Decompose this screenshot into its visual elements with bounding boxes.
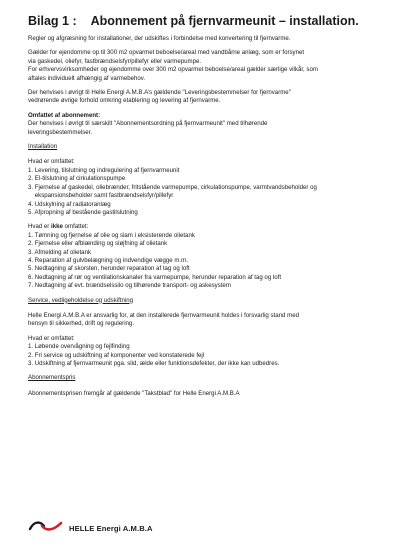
installation-included-list (28, 158, 372, 217)
list-item: 5. Nedtagning af skorsten, herunder reparation af tag og loft (28, 265, 190, 273)
list-item: 3. Fjernelse af gaskedel, oliebrænder, fritstående varmepumpe, cirkulationspumpe, varmtvandsbeholder og (28, 183, 317, 191)
service-included-list (28, 335, 372, 369)
list-item: 4. Reparation af gulvbelægning og indvendige vægge m.m. (28, 256, 188, 264)
list-item: 1. Levering, tilslutning og indregulering af fjernvarmeunit (28, 166, 180, 174)
text-line: vedrørende øvrige forhold omkring etablering og levering af fjernvarme. (28, 97, 221, 105)
list-item: 2. El-tilslutning af cirkulationspumpe (28, 175, 126, 183)
text-line: hensyn til sikkerhed, drift og regulering. (28, 320, 135, 328)
list-title: Hvad er omfattet: (28, 158, 75, 166)
text-line: Regler og afgræsning for installationer, der udskiftes i forbindelse med konvertering til fjernvarme. (28, 35, 291, 42)
list-item: 3. Udskiftning af fjernvarmeunit pga. slid, ælde eller funktionsdefekter, der ikke kan udbedres. (28, 360, 280, 367)
text-line: aftales individuelt afhængig af varmebehov. (28, 74, 146, 82)
price-heading-row (28, 374, 372, 382)
helle-energi-logo-icon (28, 519, 64, 537)
logo-graphic (28, 520, 64, 532)
list-item: 2. Fjernelse eller afblænding og sløjfning af olietank (28, 240, 168, 248)
list-item: 5. Afpropning af bestående gastilslutning (28, 208, 138, 216)
page-title (28, 14, 372, 28)
text-line: Der henvises i øvrigt til særskilt "Abonnementsordning på fjernvarmeunit" med tilhørende (28, 120, 268, 128)
list-title-bold: ikke (51, 223, 63, 231)
scope-section (28, 112, 372, 137)
intro-paragraph-2 (28, 49, 372, 83)
list-item: 7. Nedtagning af evt. brændselssilo og tilhørende transport- og askesystem (28, 282, 231, 290)
list-title-after: omfattet: (62, 223, 89, 231)
installation-heading: Installation (28, 143, 58, 151)
intro-paragraph-3 (28, 89, 372, 106)
text-line: Gælder for ejendomme op til 300 m2 opvarmet beboelse/areal med vandbårne anlæg, som er forsynet (28, 49, 305, 57)
text-line: For erhvervsvirksomheder og ejendomme over 300 m2 opvarmet beboelse/areal gælder særlige vilkår, som (28, 66, 318, 74)
list-item: 1. Tømning og fjernelse af olie og slam i eksisterende olietank (28, 231, 195, 239)
title-text: Abonnement på fjernvarmeunit – installation. (90, 14, 359, 28)
intro-paragraph-1 (28, 35, 372, 43)
service-heading-row (28, 297, 372, 305)
installation-excluded-list (28, 223, 372, 290)
service-heading: Service, vedligeholdelse og udskiftning (28, 296, 134, 304)
text-line: leveringsbestemmelser. (28, 128, 93, 136)
list-item: 4. Udskylning af radiatoranlæg (28, 200, 111, 208)
text-line: Der henvises i øvrigt til Helle Energi A.M.B.A’s gældende "Leveringsbestemmelser for fjernvarme" (28, 89, 291, 97)
list-item: 6. Nedtagning af rør og ventilationskanaler fra varmepumpe, herunder reparation af tag og loft (28, 273, 282, 281)
installation-heading-row (28, 143, 372, 151)
scope-heading: Omfattet af abonnement: (28, 111, 101, 119)
text-line: Helle Energi A.M.B.A er ansvarlig for, at den installerede fjernvarmeunit holdes i forsvarlig stand med (28, 311, 299, 319)
list-title-before: Hvad er (28, 223, 52, 231)
footer (28, 519, 153, 537)
service-paragraph (28, 312, 372, 329)
price-paragraph (28, 390, 372, 398)
list-item: 2. Fri service og udskiftning af komponenter ved konstaterede fejl (28, 351, 205, 359)
text-line: via gaskedel, oliefyr, fastbrændselsfyr/pillefyr eller varmepumpe. (28, 57, 202, 65)
title-prefix: Bilag 1 : (28, 14, 77, 28)
list-item: 1. Løbende overvågning og fejlfinding (28, 343, 130, 351)
list-title (28, 223, 372, 231)
list-item: ekspansionsbeholder samt fastbrændselsfyr/pillefyr (28, 192, 174, 200)
text-line: Abonnementsprisen fremgår af gældende "Takstblad" for Helle Energi A.M.B.A (28, 389, 240, 397)
price-heading: Abonnementspris (28, 374, 76, 382)
list-item: 3. Afmelding af olietank (28, 248, 92, 256)
list-title: Hvad er omfattet: (28, 334, 75, 342)
company-name: HELLE Energi A.M.B.A (69, 523, 153, 533)
